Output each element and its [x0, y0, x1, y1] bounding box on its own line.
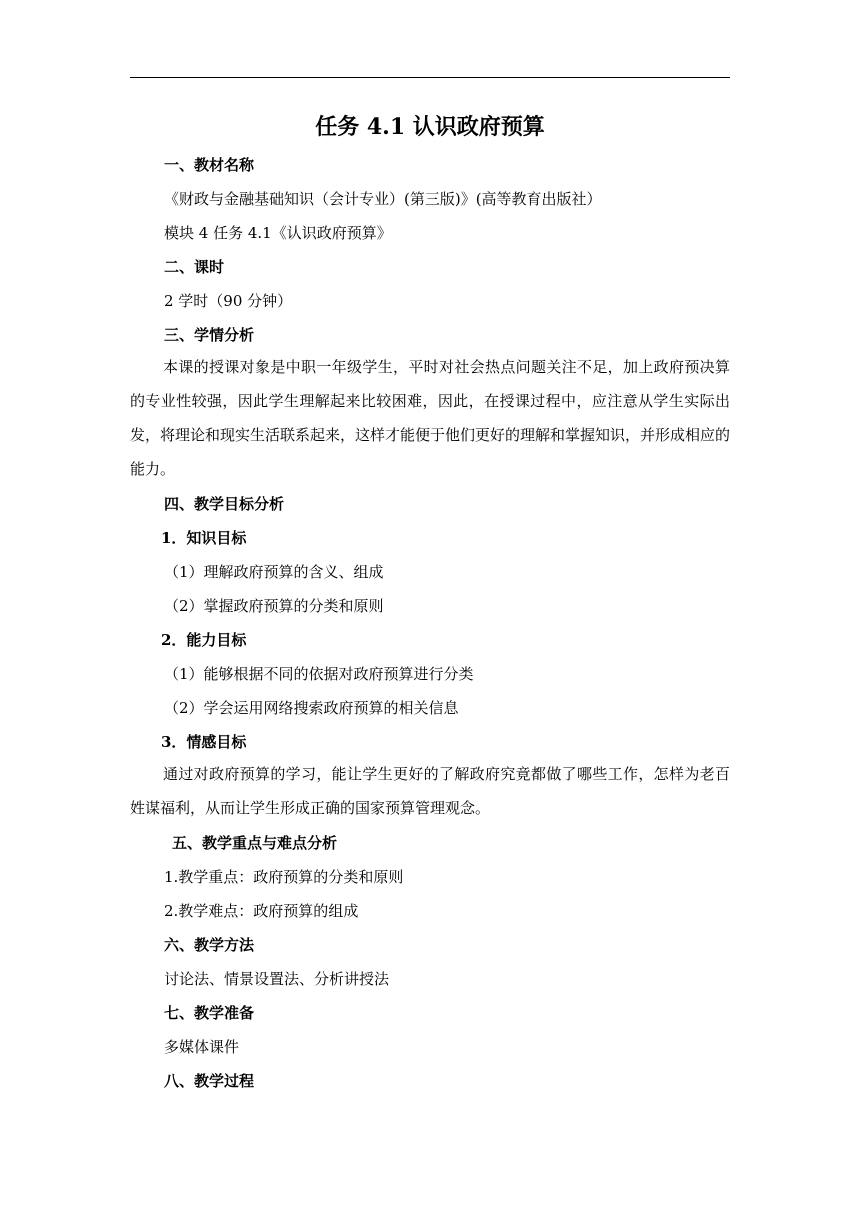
emotional-objectives-paragraph: 通过对政府预算的学习，能让学生更好的了解政府究竟都做了哪些工作，怎样为老百姓谋福利，从而让学生形成正确的国家预算管理观念。	[130, 765, 730, 817]
ability-objective-item: （1）能够根据不同的依据对政府预算进行分类	[164, 665, 474, 683]
hours-line: 2 学时（90 分钟）	[164, 292, 293, 310]
student-analysis-paragraph: 本课的授课对象是中职一年级学生，平时对社会热点问题关注不足，加上政府预决算的专业性较强，因此学生理解起来比较困难，因此，在授课过程中，应注意从学生实际出发，将理论和现实生活联系起来，这样才能便于他们更好的理解和掌握知识，并形成相应的能力。	[130, 358, 731, 478]
key-point-item: 1.教学重点：政府预算的分类和原则	[164, 868, 404, 886]
section-heading-textbook: 一、教材名称	[164, 156, 255, 174]
section-heading-student-analysis: 三、学情分析	[164, 326, 255, 344]
difficult-point-item: 2.教学难点：政府预算的组成	[164, 902, 359, 920]
knowledge-objective-item: （1）理解政府预算的含义、组成	[164, 563, 384, 581]
subheading-emotional-objectives: 3．情感目标	[161, 733, 247, 751]
section-heading-key-points: 五、教学重点与难点分析	[172, 834, 338, 852]
preparation-line: 多媒体课件	[164, 1038, 240, 1056]
subheading-ability-objectives: 2．能力目标	[161, 631, 247, 649]
knowledge-objective-item: （2）掌握政府预算的分类和原则	[164, 597, 384, 615]
section-heading-teaching-methods: 六、教学方法	[164, 936, 255, 954]
subheading-knowledge-objectives: 1．知识目标	[161, 529, 247, 547]
textbook-module-line: 模块 4 任务 4.1《认识政府预算》	[164, 224, 392, 242]
header-rule	[130, 77, 730, 78]
section-heading-preparation: 七、教学准备	[164, 1004, 255, 1022]
teaching-methods-line: 讨论法、情景设置法、分析讲授法	[164, 970, 390, 988]
section-heading-hours: 二、课时	[164, 258, 225, 276]
document-title: 任务 4.1 认识政府预算	[315, 114, 545, 140]
section-heading-teaching-process: 八、教学过程	[164, 1072, 255, 1090]
textbook-title-line: 《财政与金融基础知识（会计专业）(第三版)》(高等教育出版社）	[164, 190, 602, 208]
section-heading-objectives: 四、教学目标分析	[164, 495, 285, 513]
ability-objective-item: （2）学会运用网络搜索政府预算的相关信息	[164, 699, 459, 717]
